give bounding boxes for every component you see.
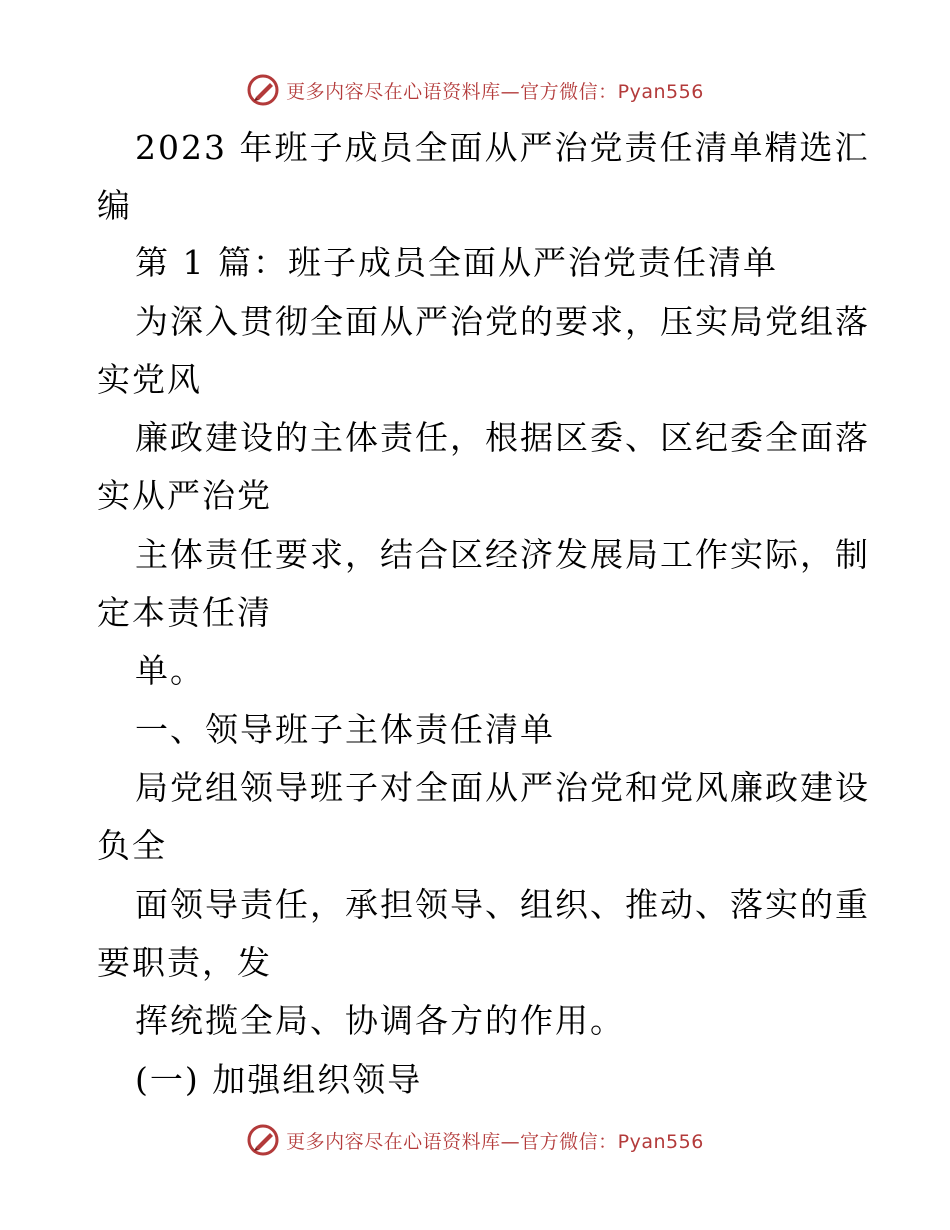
paragraph-line: 为深入贯彻全面从严治党的要求，压实局党组落 [135, 302, 870, 341]
pen-nib-logo-icon [246, 1123, 280, 1157]
pen-nib-logo-icon [246, 73, 280, 107]
section-heading: 第 1 篇：班子成员全面从严治党责任清单 [135, 243, 778, 282]
paragraph-line: 定本责任清 [97, 593, 272, 632]
subsection-heading: (一) 加强组织领导 [135, 1060, 423, 1099]
paragraph-line: 实党风 [97, 360, 202, 399]
paragraph-line: 廉政建设的主体责任，根据区委、区纪委全面落 [135, 418, 870, 457]
paragraph-line: 要职责，发 [97, 943, 272, 982]
paragraph-line: 实从严治党 [97, 476, 272, 515]
paragraph-line: 主体责任要求，结合区经济发展局工作实际，制 [135, 535, 870, 574]
subsection-heading: 一、领导班子主体责任清单 [135, 710, 555, 749]
paragraph-line: 局党组领导班子对全面从严治党和党风廉政建设 [135, 768, 870, 807]
doc-title-line-1: 2023 年班子成员全面从严治党责任清单精选汇 [135, 128, 870, 167]
banner-text: 更多内容尽在心语资料库—官方微信：Pyan556 [286, 1130, 704, 1153]
header-banner [0, 70, 950, 110]
banner-text: 更多内容尽在心语资料库—官方微信：Pyan556 [286, 80, 704, 103]
doc-title-line-2: 编 [97, 186, 132, 225]
paragraph-line: 面领导责任，承担领导、组织、推动、落实的重 [135, 885, 870, 924]
paragraph-line: 负全 [97, 826, 167, 865]
paragraph-line: 单。 [135, 651, 205, 690]
footer-banner [0, 1120, 950, 1160]
paragraph-line: 挥统揽全局、协调各方的作用。 [135, 1001, 625, 1040]
